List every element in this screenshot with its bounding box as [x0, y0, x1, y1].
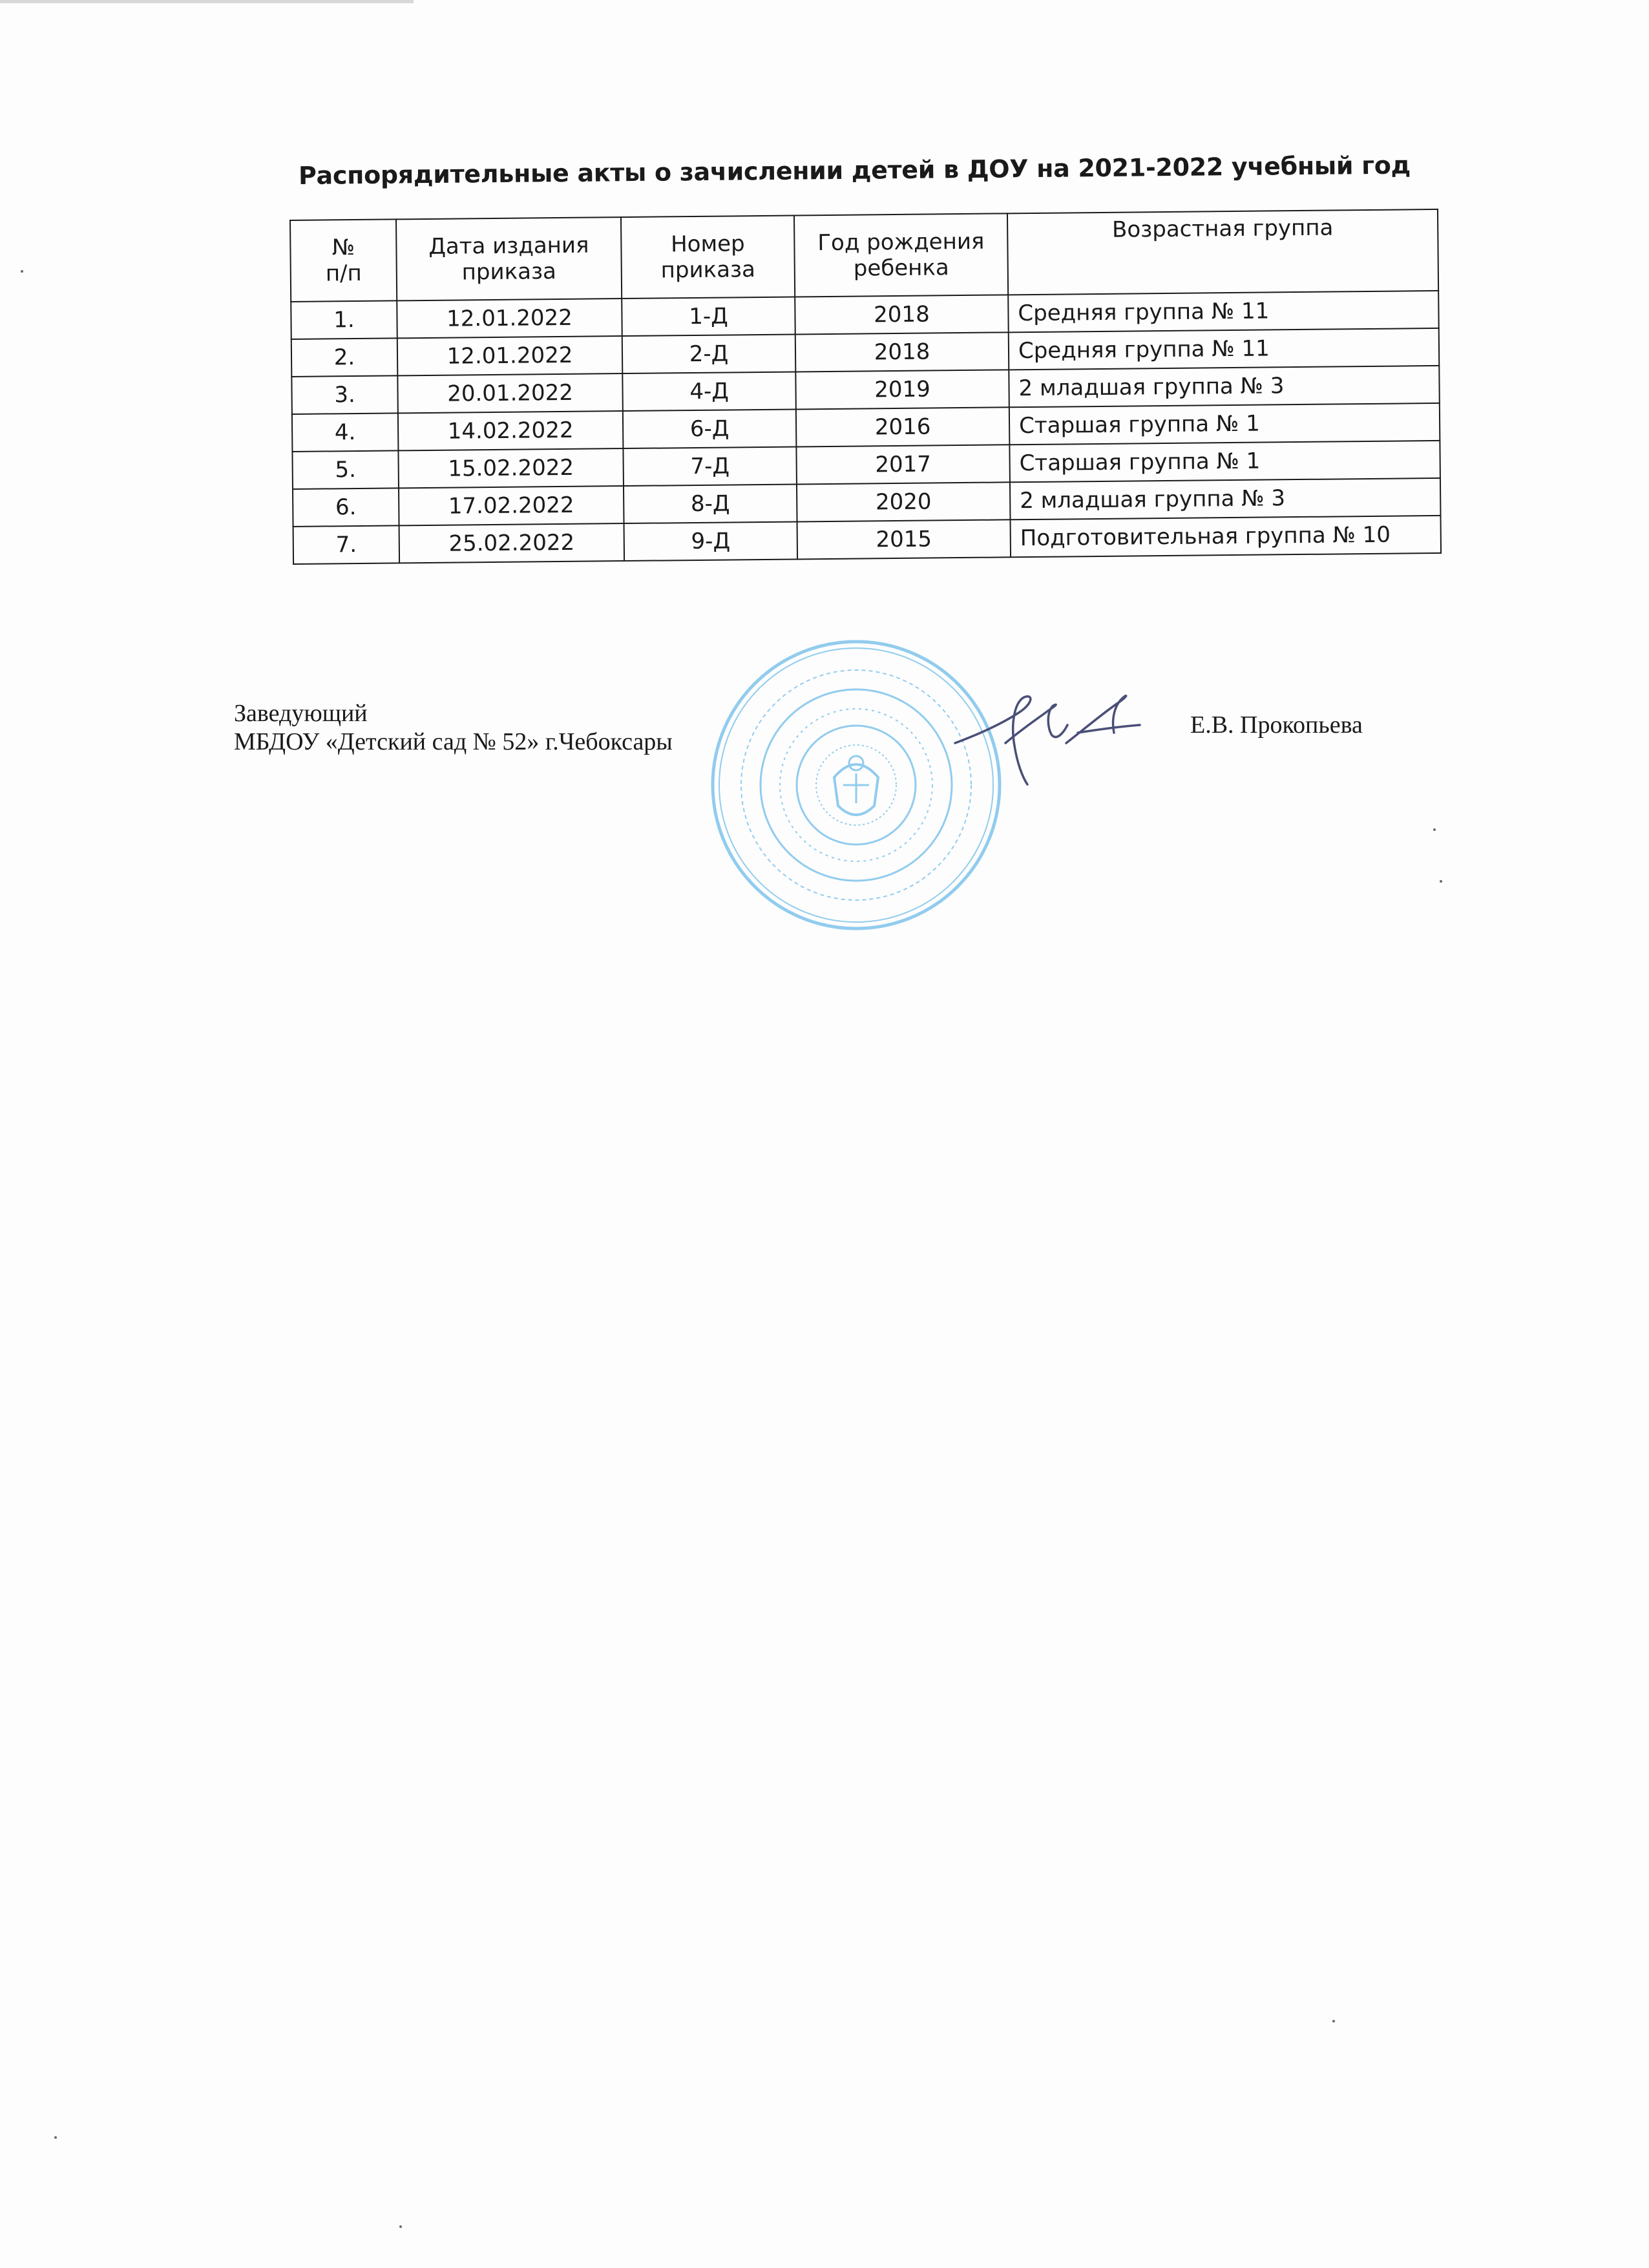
row-order: 7-Д	[623, 446, 797, 486]
row-birth-year: 2019	[795, 370, 1009, 409]
row-birth-year: 2020	[797, 482, 1011, 521]
row-date: 12.01.2022	[397, 299, 622, 338]
scan-speck	[21, 270, 23, 273]
header-birth-year: Год рождения ребенка	[794, 213, 1008, 297]
header-number-line1: №	[331, 235, 355, 261]
row-date: 15.02.2022	[398, 448, 624, 488]
scan-speck	[1440, 880, 1442, 883]
row-age-group: Старшая группа № 1	[1009, 441, 1440, 482]
row-age-group: Средняя группа № 11	[1008, 291, 1439, 332]
row-order: 4-Д	[622, 372, 796, 411]
row-age-group: Подготовительная группа № 10	[1011, 516, 1442, 557]
table-header-row	[290, 209, 1438, 302]
header-number	[290, 219, 397, 302]
handwritten-signature	[950, 666, 1144, 795]
header-order: Номер приказа	[621, 216, 795, 299]
scan-speck	[54, 2136, 57, 2139]
row-birth-year: 2018	[795, 332, 1009, 372]
row-order: 1-Д	[622, 297, 795, 336]
header-date: Дата издания приказа	[396, 217, 622, 300]
row-order: 8-Д	[624, 484, 797, 523]
signatory-block	[234, 699, 673, 756]
scan-edge	[0, 0, 414, 3]
header-number-line2: п/п	[325, 260, 362, 287]
document-title: Распорядительные акты о зачислении детей в ДОУ на 2021-2022 учебный год	[298, 151, 1411, 190]
scan-speck	[399, 2225, 402, 2228]
enrollment-table-container	[289, 209, 1440, 565]
enrollment-table	[289, 209, 1442, 565]
signatory-position: Заведующий	[234, 700, 368, 727]
row-age-group: Средняя группа № 11	[1009, 328, 1440, 370]
row-number: 1.	[291, 300, 397, 339]
row-number: 3.	[291, 375, 398, 414]
signatory-name: Е.В. Прокопьева	[1190, 711, 1363, 739]
row-birth-year: 2015	[797, 520, 1011, 559]
scan-speck	[1433, 828, 1436, 831]
row-number: 2.	[291, 338, 398, 377]
scan-speck	[1332, 2020, 1335, 2022]
row-birth-year: 2017	[796, 445, 1010, 484]
row-age-group: 2 младшая группа № 3	[1010, 478, 1441, 520]
row-date: 17.02.2022	[399, 486, 624, 525]
row-birth-year: 2016	[796, 407, 1010, 446]
signatory-organization: МБДОУ «Детский сад № 52» г.Чебоксары	[234, 728, 673, 755]
row-order: 2-Д	[622, 334, 796, 373]
row-age-group: Старшая группа № 1	[1009, 403, 1440, 445]
row-date: 20.01.2022	[397, 373, 623, 413]
row-order: 6-Д	[623, 409, 797, 448]
row-number: 5.	[292, 450, 399, 489]
row-age-group: 2 младшая группа № 3	[1009, 366, 1440, 407]
header-age-group: Возрастная группа	[1007, 209, 1438, 295]
row-number: 7.	[293, 525, 400, 564]
row-number: 6.	[293, 488, 399, 527]
row-date: 25.02.2022	[399, 523, 625, 563]
row-birth-year: 2018	[795, 295, 1009, 334]
row-order: 9-Д	[624, 521, 798, 561]
row-date: 12.01.2022	[397, 336, 623, 375]
row-number: 4.	[292, 413, 399, 452]
row-date: 14.02.2022	[398, 411, 624, 450]
